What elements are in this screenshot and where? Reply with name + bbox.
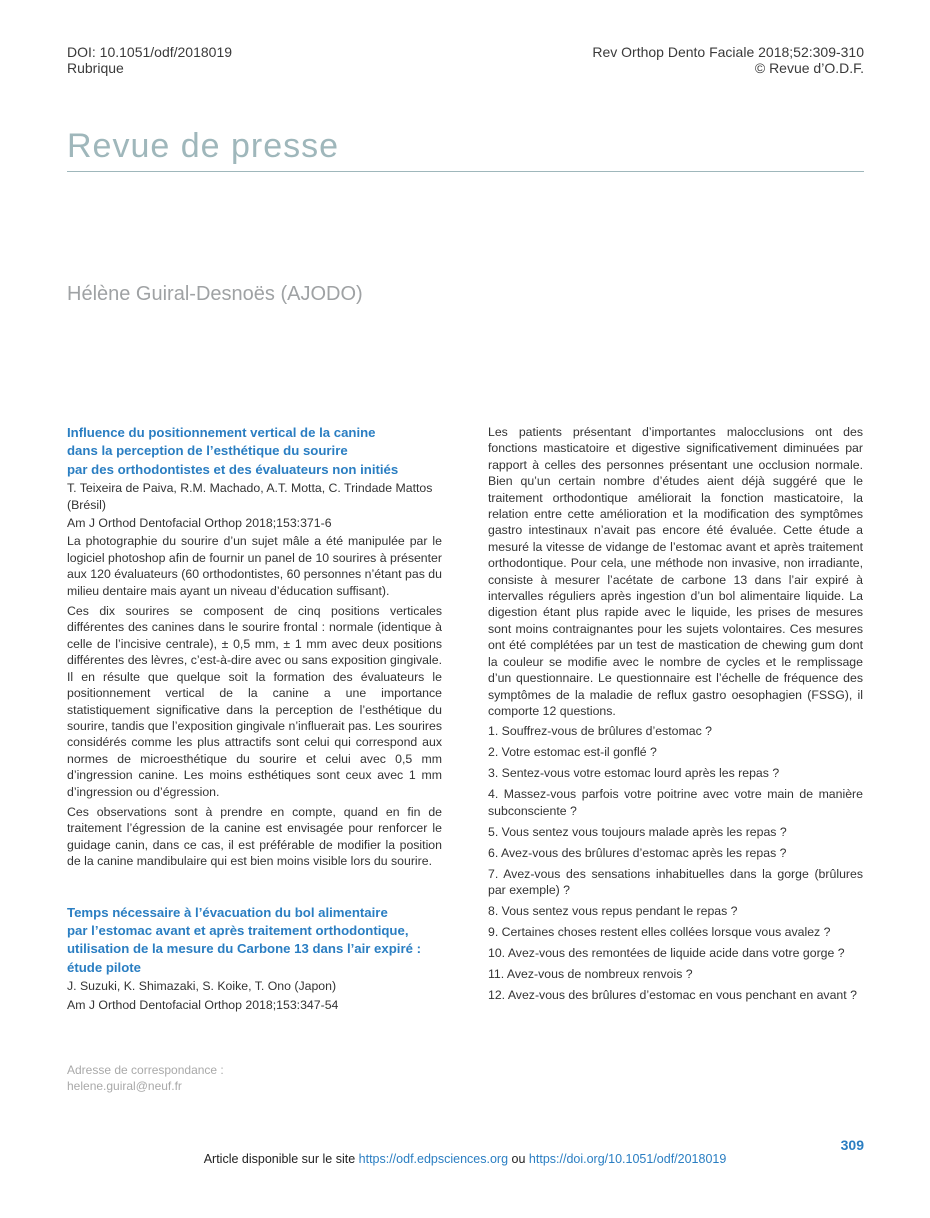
article1-paragraph: Ces dix sourires se composent de cinq positions verticales différentes des canines dans le sourire frontal : normale (identique à celle de l’incisive centrale), ± 0,5 mm, ± 1 mm avec deux positions différentes des lèvres, c’est-à-dire avec ou sans exposition gingivale. Il en résulte que quelque soit la formation des évaluateurs le positionnement vertical de la canine a une importance statistiquement significative dans la perception de l’esthétique du sourire, tandis que l’exposition gingivale n’influerait pas. Les sourires considérés comme les plus attractifs sont celui qui correspond aux normes de microesthétique du sourire et celui avec 0,5 mm d’ingression canine. Les moins esthétiques sont ceux avec 1 mm d’ingression ou d’égression. <box>67 604 442 799</box>
list-item: 8. Vous sentez vous repus pendant le repas ? <box>488 904 738 919</box>
header-right <box>592 44 864 76</box>
correspondence-block <box>67 1062 224 1094</box>
footer-link-doi[interactable]: https://doi.org/10.1051/odf/2018019 <box>528 1152 727 1166</box>
article2-title-line: par l’estomac avant et après traitement orthodontique, <box>67 922 409 938</box>
footer-separator: ou <box>511 1152 526 1166</box>
list-item: 10. Avez-vous des remontées de liquide acide dans votre gorge ? <box>488 946 845 961</box>
list-item: 4. Massez-vous parfois votre poitrine avec votre main de manière subconsciente ? <box>488 787 863 818</box>
doi-text: DOI: 10.1051/odf/2018019 <box>67 44 233 60</box>
article2-title-line: étude pilote <box>67 959 141 975</box>
article1-title-line: dans la perception de l’esthétique du sourire <box>67 443 348 459</box>
correspondence-email[interactable]: helene.guiral@neuf.fr <box>67 1079 182 1093</box>
list-item: 7. Avez-vous des sensations inhabituelles dans la gorge (brûlures par exemple) ? <box>488 866 863 898</box>
page-number: 309 <box>840 1137 864 1153</box>
article2-title-line: Temps nécessaire à l’évacuation du bol alimentaire <box>67 904 388 920</box>
article1-authors: T. Teixeira de Paiva, R.M. Machado, A.T. Motta, C. Trindade Mattos (Brésil) <box>67 481 433 512</box>
copyright-text: © Revue d’O.D.F. <box>754 60 864 76</box>
article2-title-line: utilisation de la mesure du Carbone 13 dans l’air expiré : <box>67 941 421 957</box>
right-column <box>488 424 863 1008</box>
main-author: Hélène Guiral-Desnoës (AJODO) <box>67 283 363 305</box>
title-divider <box>67 171 864 172</box>
article1-paragraph: La photographie du sourire d’un sujet mâle a été manipulée par le logiciel photoshop afin de fournir un panel de 10 sourires à présenter aux 120 évaluateurs (60 orthodontistes, 60 personnes n’étant pas du milieu dentaire mais ayant un niveau d’éducation suffisant). <box>67 534 442 598</box>
footer-prefix: Article disponible sur le site <box>203 1152 356 1166</box>
list-item: 5. Vous sentez vous toujours malade après les repas ? <box>488 824 787 839</box>
article2-authors: J. Suzuki, K. Shimazaki, S. Koike, T. Ono (Japon) <box>67 979 337 994</box>
article2-paragraph: Les patients présentant d’importantes malocclusions ont des fonctions masticatoire et digestive significativement diminuées par rapport à celles des personnes présentant une occlusion normale. Bien qu’un certain nombre d’études aient déjà suggéré que le traitement orthodontique améliorait la fonction masticatoire, la relation entre cette amélioration et la modification des symptômes gastro intestinaux n’avait pas encore été évaluée. Cette étude a mesuré la vitesse de vidange de l’estomac avant et après traitement orthodontique. Pour cela, une méthode non invasive, non irradiante, consiste à mesurer l’acétate de carbone 13 dans l’air expiré à intervalles réguliers après ingestion d’un bol alimentaire liquide. La digestion étant plus rapide avec le liquide, les prises de mesures sont moins contraignantes pour les sujets volontaires. Ces mesures ont été complétées par un test de mastication de chewing gum dont la couleur se modifie avec le nombre de cycles et le remplissage d’un questionnaire. Le questionnaire est l’échelle de fréquence des symptômes de la maladie de reflux gastro oesophagien (FSSG), il comporte 12 questions. <box>488 425 863 718</box>
list-item: 1. Souffrez-vous de brûlures d’estomac ? <box>488 724 712 739</box>
correspondence-label: Adresse de correspondance : <box>67 1063 224 1077</box>
article2-title <box>67 904 442 978</box>
article1-paragraph: Ces observations sont à prendre en compte, quand en fin de traitement l’égression de la canine est envisagée pour renforcer le guidage canin, dans ce cas, il est préférable de modifier la position de la canine mandibulaire qui est bien moins visible lors du sourire. <box>67 804 442 869</box>
footer-link-site[interactable]: https://odf.edpsciences.org <box>358 1152 509 1166</box>
journal-citation: Rev Orthop Dento Faciale 2018;52:309-310 <box>592 44 864 60</box>
list-item: 9. Certaines choses restent elles collées lorsque vous avalez ? <box>488 925 831 940</box>
left-column <box>67 424 442 1015</box>
list-item: 12. Avez-vous des brûlures d’estomac en vous penchant en avant ? <box>488 988 857 1003</box>
article1-title-line: par des orthodontistes et des évaluateurs non initiés <box>67 461 399 477</box>
questionnaire-list <box>488 723 863 1003</box>
article1-title-line: Influence du positionnement vertical de la canine <box>67 425 376 440</box>
list-item: 6. Avez-vous des brûlures d’estomac après les repas ? <box>488 845 787 860</box>
list-item: 3. Sentez-vous votre estomac lourd après les repas ? <box>488 766 780 781</box>
list-item: 11. Avez-vous de nombreux renvois ? <box>488 967 693 982</box>
footer <box>0 1152 930 1166</box>
rubric-text: Rubrique <box>67 60 124 76</box>
section-title: Revue de presse <box>67 127 340 165</box>
list-item: 2. Votre estomac est-il gonflé ? <box>488 745 657 760</box>
article-spacer <box>67 874 442 904</box>
header-left <box>67 44 232 76</box>
article1-reference: Am J Orthod Dentofacial Orthop 2018;153:371-6 <box>67 516 332 531</box>
article2-reference: Am J Orthod Dentofacial Orthop 2018;153:347-54 <box>67 997 339 1012</box>
article1-title <box>67 424 442 479</box>
